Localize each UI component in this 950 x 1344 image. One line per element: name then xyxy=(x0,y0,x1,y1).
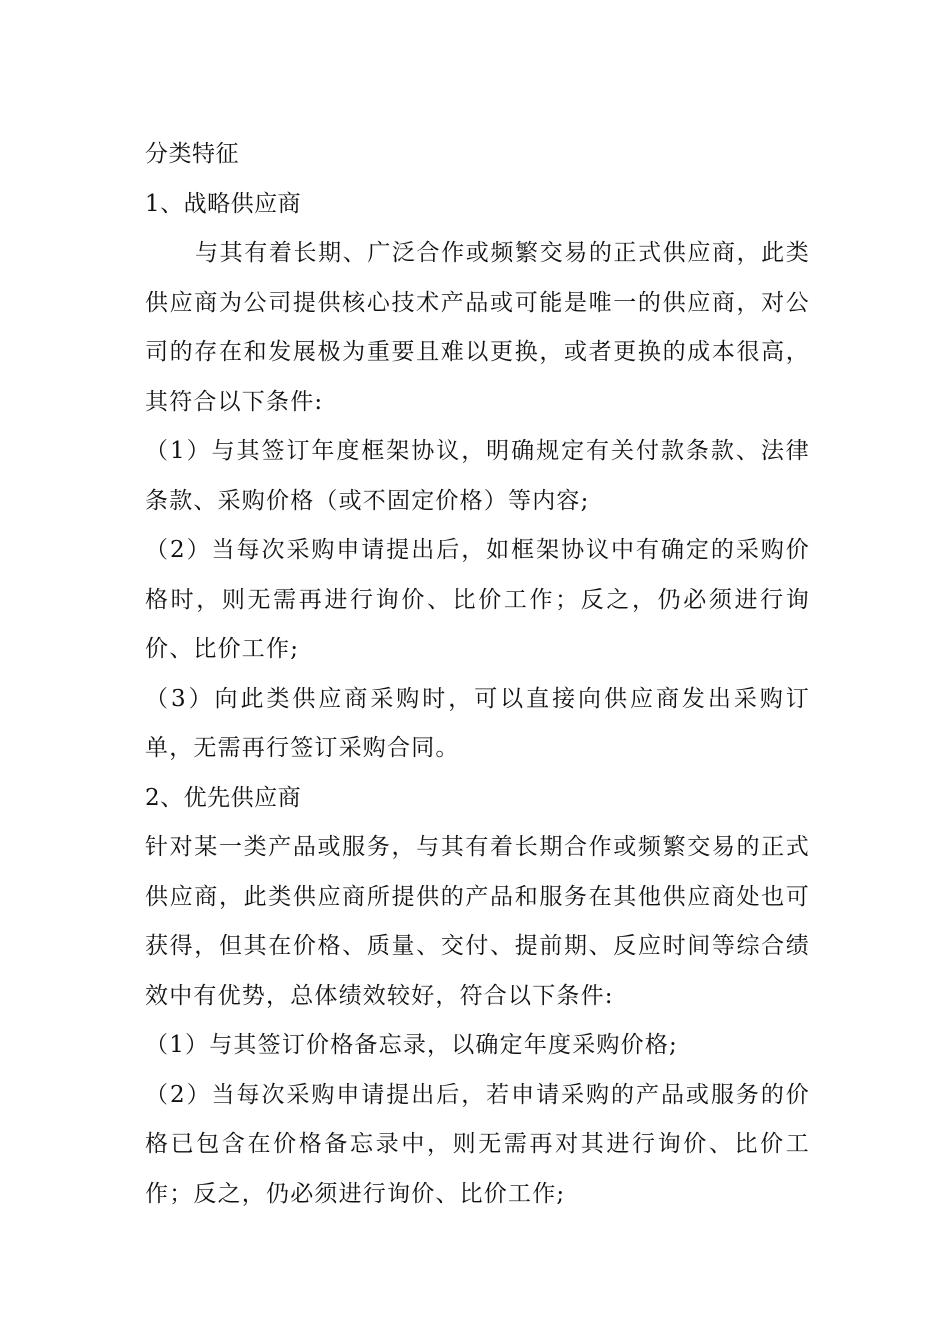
preferred-condition-1: （1）与其签订价格备忘录，以确定年度采购价格; xyxy=(145,1032,678,1058)
strategic-supplier-heading: 1、战略供应商 xyxy=(145,190,302,217)
strategic-condition-1: （1）与其签订年度框架协议，明确规定有关付款条款、法律条款、采购价格（或不固定价格）等内容; xyxy=(145,438,810,514)
preferred-condition-2: （2）当每次采购申请提出后，若申请采购的产品或服务的价格已包含在价格备忘录中，则无需再对其进行询价、比价工作；反之，仍必须进行询价、比价工作; xyxy=(145,1081,810,1207)
strategic-supplier-description: 与其有着长期、广泛合作或频繁交易的正式供应商，此类供应商为公司提供核心技术产品或可能是唯一的供应商，对公司的存在和发展极为重要且难以更换，或者更换的成本很高，其符合以下条件: xyxy=(145,240,810,415)
strategic-condition-3: （3）向此类供应商采购时，可以直接向供应商发出采购订单，无需再行签订采购合同。 xyxy=(145,685,810,761)
preferred-supplier-heading: 2、优先供应商 xyxy=(145,784,302,811)
document-body xyxy=(145,130,810,1219)
section-title: 分类特征 xyxy=(145,141,239,167)
strategic-condition-2: （2）当每次采购申请提出后，如框架协议中有确定的采购价格时，则无需再进行询价、比价工作；反之，仍必须进行询价、比价工作; xyxy=(145,537,810,662)
preferred-supplier-description: 针对某一类产品或服务，与其有着长期合作或频繁交易的正式供应商，此类供应商所提供的产品和服务在其他供应商处也可获得，但其在价格、质量、交付、提前期、反应时间等综合绩效中有优势，总体绩效较好，符合以下条件: xyxy=(145,834,810,1009)
